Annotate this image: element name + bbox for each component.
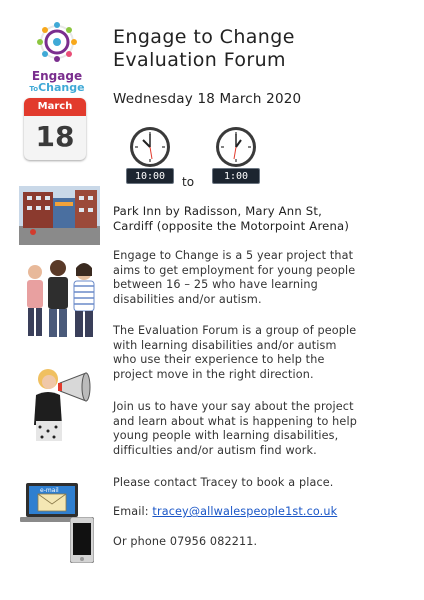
mobile-phone-icon (70, 517, 94, 563)
end-time-display: 1:00 (212, 168, 260, 184)
forum-line: who use their experience to help the (113, 353, 325, 367)
about-line: disabilities and/or autism. (113, 292, 262, 306)
start-time-display: 10:00 (126, 168, 174, 184)
start-clock-icon (126, 126, 174, 182)
logo-gear-icon (24, 18, 90, 66)
laptop-email-label: e-mail (40, 487, 59, 494)
logo-text-change (24, 82, 90, 95)
contact-intro: Please contact Tracey to book a place. (113, 476, 334, 489)
analog-clock-icon (126, 126, 174, 170)
logo-text-engage: Engage (31, 69, 83, 83)
forum-line: project move in the right direction. (113, 367, 314, 381)
email-label: Email: (113, 505, 153, 518)
time-connector: to (182, 175, 195, 189)
calendar-icon (24, 98, 86, 160)
event-date: Wednesday 18 March 2020 (113, 91, 302, 107)
join-line: and learn about what is happening to help (113, 414, 357, 428)
calendar-day: 18 (35, 120, 75, 153)
megaphone-person-image (24, 365, 98, 443)
email-link[interactable]: tracey@allwalespeople1st.co.uk (152, 505, 338, 518)
analog-clock-icon (212, 126, 260, 170)
end-clock-icon (212, 126, 260, 182)
about-paragraph (113, 249, 413, 307)
logo-text-to: To (29, 85, 39, 93)
people-group-image (20, 256, 103, 340)
venue-address (113, 204, 349, 234)
title-line-1: Engage to Change (113, 26, 295, 48)
engage-to-change-logo (24, 18, 90, 94)
about-line: aims to get employment for young people (113, 263, 356, 277)
megaphone-icon (24, 365, 98, 443)
join-line: difficulties and/or autism find work. (113, 443, 317, 457)
title-line-2: Evaluation Forum (113, 49, 286, 71)
venue-photo (19, 186, 100, 245)
join-line: young people with learning disabilities, (113, 429, 339, 443)
email-line (113, 505, 413, 520)
logo-text-change-word: Change (38, 81, 85, 94)
join-line: Join us to have your say about the project (113, 400, 354, 413)
forum-line: with learning disabilities and/or autism (113, 338, 337, 352)
calendar-month: March (24, 98, 86, 116)
about-line: between 16 – 25 who have learning (113, 278, 318, 292)
phone-line: Or phone 07956 082211. (113, 535, 258, 548)
about-line: Engage to Change is a 5 year project that (113, 249, 354, 262)
join-paragraph (113, 400, 413, 458)
page-title (113, 26, 295, 72)
forum-paragraph (113, 324, 413, 382)
venue-line-2: Cardiff (opposite the Motorpoint Arena) (113, 219, 350, 233)
forum-line: The Evaluation Forum is a group of people (113, 324, 357, 337)
venue-line-1: Park Inn by Radisson, Mary Ann St, (113, 204, 322, 218)
